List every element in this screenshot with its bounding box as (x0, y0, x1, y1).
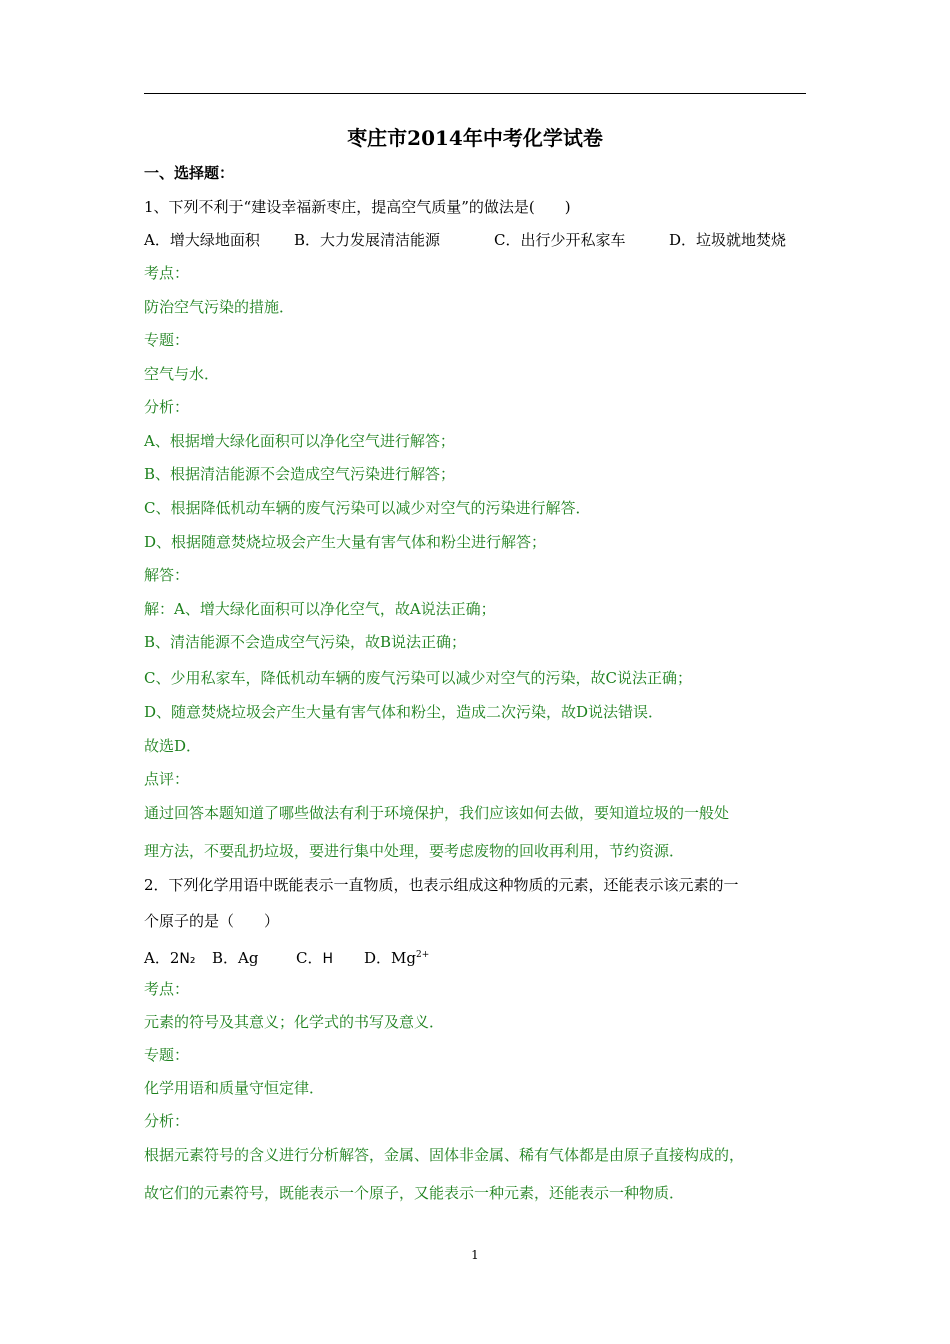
q1-stem: 1、下列不利于“建设幸福新枣庄，提高空气质量”的做法是( ) (144, 198, 571, 216)
q2-option-d: D．$Mg^{2+}$ (364, 949, 430, 967)
q1-zhuanti: 空气与水． (144, 365, 220, 383)
q2-option-b: B．Ag (212, 949, 259, 967)
q2-fenxi-label: 分析： (144, 1112, 190, 1130)
q1-option-b: B．大力发展清洁能源 (294, 231, 441, 249)
q1-fenxi-label: 分析： (144, 398, 190, 416)
q2-fenxi-line: 故它们的元素符号，既能表示一个原子，又能表示一种元素，还能表示一种物质． (144, 1184, 685, 1202)
q1-jieda-line: B、清洁能源不会造成空气污染，故B说法正确； (144, 633, 467, 651)
q2-zhuanti: 化学用语和质量守恒定律． (144, 1079, 325, 1097)
q1-jieda-line: 解：A、增大绿化面积可以净化空气，故A说法正确； (144, 600, 496, 618)
document-title: 枣庄市2014年中考化学试卷 (347, 126, 603, 150)
q1-option-d: D．垃圾就地焚烧 (669, 231, 787, 249)
q1-jieda-line: 故选D． (144, 737, 202, 755)
q1-fenxi-line: D、根据随意焚烧垃圾会产生大量有害气体和粉尘进行解答； (144, 533, 547, 551)
q1-zhuanti-label: 专题： (144, 331, 190, 349)
q1-options (144, 229, 808, 251)
q2-fenxi-line: 根据元素符号的含义进行分析解答，金属、固体非金属、稀有气体都是由原子直接构成的， (144, 1146, 745, 1164)
q2-stem-line: 个原子的是（ ） (144, 912, 280, 930)
q2-zhuanti-label: 专题： (144, 1046, 190, 1064)
q2-options (144, 944, 808, 970)
q1-option-c: C．出行少开私家车 (494, 231, 626, 249)
q1-fenxi-line: A、根据增大绿化面积可以净化空气进行解答； (144, 432, 455, 450)
q1-kaodian-label: 考点： (144, 264, 190, 282)
q1-fenxi-line: B、根据清洁能源不会造成空气污染进行解答； (144, 465, 456, 483)
q1-jieda-line: C、少用私家车，降低机动车辆的废气污染可以减少对空气的污染，故C说法正确； (144, 669, 692, 687)
q2-option-c: C．H (296, 949, 334, 967)
q2-kaodian: 元素的符号及其意义；化学式的书写及意义． (144, 1013, 445, 1031)
q1-jieda-label: 解答： (144, 566, 190, 584)
page-number: 1 (471, 1248, 479, 1262)
q1-dianping-label: 点评： (144, 770, 190, 788)
q2-option-a: A．2N₂ (144, 949, 196, 967)
q2-stem-line: 2．下列化学用语中既能表示一直物质，也表示组成这种物质的元素，还能表示该元素的一 (144, 876, 739, 894)
q1-kaodian: 防治空气污染的措施． (144, 298, 295, 316)
q1-fenxi-line: C、根据降低机动车辆的废气污染可以减少对空气的污染进行解答． (144, 499, 591, 517)
header-rule (144, 93, 806, 94)
q2-kaodian-label: 考点： (144, 980, 190, 998)
section-heading: 一、选择题： (144, 164, 235, 182)
q1-jieda-line: D、随意焚烧垃圾会产生大量有害气体和粉尘，造成二次污染，故D说法错误． (144, 703, 664, 721)
q1-dianping-line: 通过回答本题知道了哪些做法有利于环境保护，我们应该如何去做，要知道垃圾的一般处 (144, 804, 730, 822)
q1-option-a: A．增大绿地面积 (144, 231, 260, 249)
q1-dianping-line: 理方法，不要乱扔垃圾，要进行集中处理，要考虑废物的回收再利用，节约资源． (144, 842, 685, 860)
